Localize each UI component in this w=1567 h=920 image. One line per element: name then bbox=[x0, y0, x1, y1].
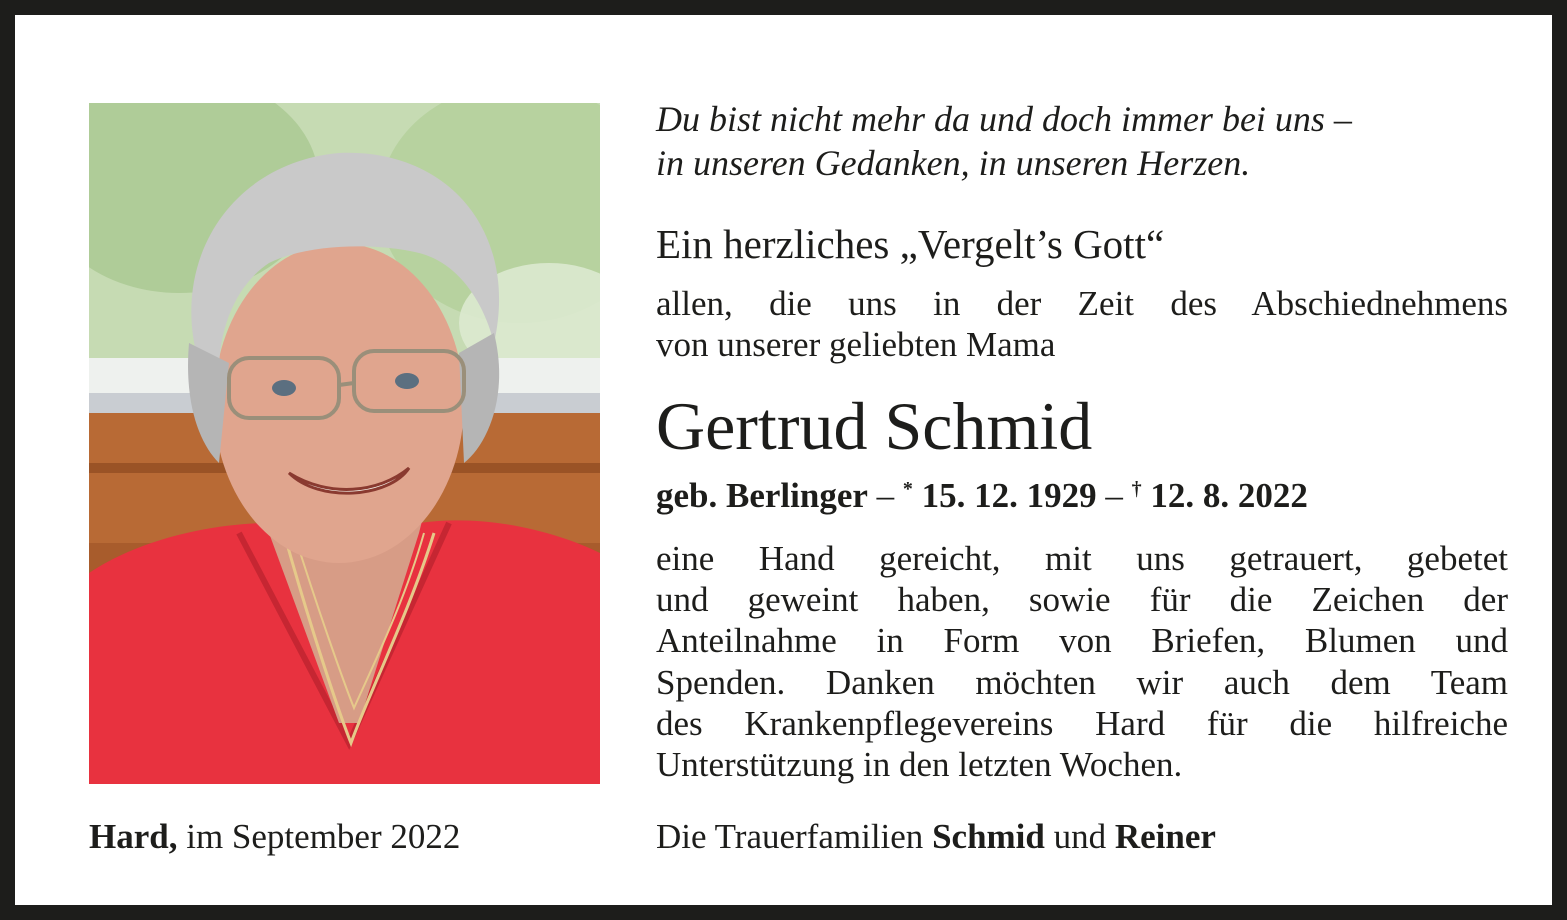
body-line: Spenden. Danken möchten wir auch dem Team bbox=[656, 662, 1508, 702]
quote-line-1: Du bist nicht mehr da und doch immer bei uns – bbox=[656, 99, 1352, 139]
signature-connector: und bbox=[1053, 817, 1107, 856]
intro-line-1: allen, die uns in der Zeit des Abschiednehmens bbox=[656, 284, 1508, 323]
body-line: eine Hand gereicht, mit uns getrauert, gebetet bbox=[656, 539, 1508, 578]
birth-date: 15. 12. 1929 bbox=[921, 476, 1097, 515]
thanks-body bbox=[656, 538, 1508, 785]
place-date: im September 2022 bbox=[186, 817, 461, 856]
thanks-heading: Ein herzliches „Vergelt’s Gott“ bbox=[656, 221, 1165, 267]
death-date: 12. 8. 2022 bbox=[1150, 476, 1308, 515]
memorial-quote bbox=[656, 97, 1352, 185]
place-town: Hard, bbox=[89, 817, 178, 856]
body-line: des Krankenpflegevereins Hard für die hilfreiche bbox=[656, 703, 1508, 743]
life-dates: geb. Berlinger – * 15. 12. 1929 – † 12. 8. 2022 bbox=[656, 476, 1308, 515]
body-line: und geweint haben, sowie für die Zeichen der bbox=[656, 580, 1508, 620]
family-name-2: Reiner bbox=[1114, 817, 1216, 856]
deceased-name: Gertrud Schmid bbox=[656, 388, 1093, 464]
death-symbol: † bbox=[1131, 478, 1142, 500]
signature bbox=[656, 815, 1216, 859]
maiden-name: geb. Berlinger bbox=[656, 476, 868, 515]
intro-line-2: von unserer geliebten Mama bbox=[656, 325, 1056, 364]
family-name-1: Schmid bbox=[932, 817, 1045, 856]
place-and-date bbox=[89, 815, 460, 859]
intro-text bbox=[656, 283, 1508, 365]
portrait-photo bbox=[89, 103, 600, 784]
quote-line-2: in unseren Gedanken, in unseren Herzen. bbox=[656, 143, 1251, 183]
body-line: Unterstützung in den letzten Wochen. bbox=[656, 745, 1183, 785]
body-line: Anteilnahme in Form von Briefen, Blumen und bbox=[656, 621, 1508, 661]
signature-prefix: Die Trauerfamilien bbox=[656, 817, 924, 856]
birth-symbol: * bbox=[902, 478, 913, 500]
